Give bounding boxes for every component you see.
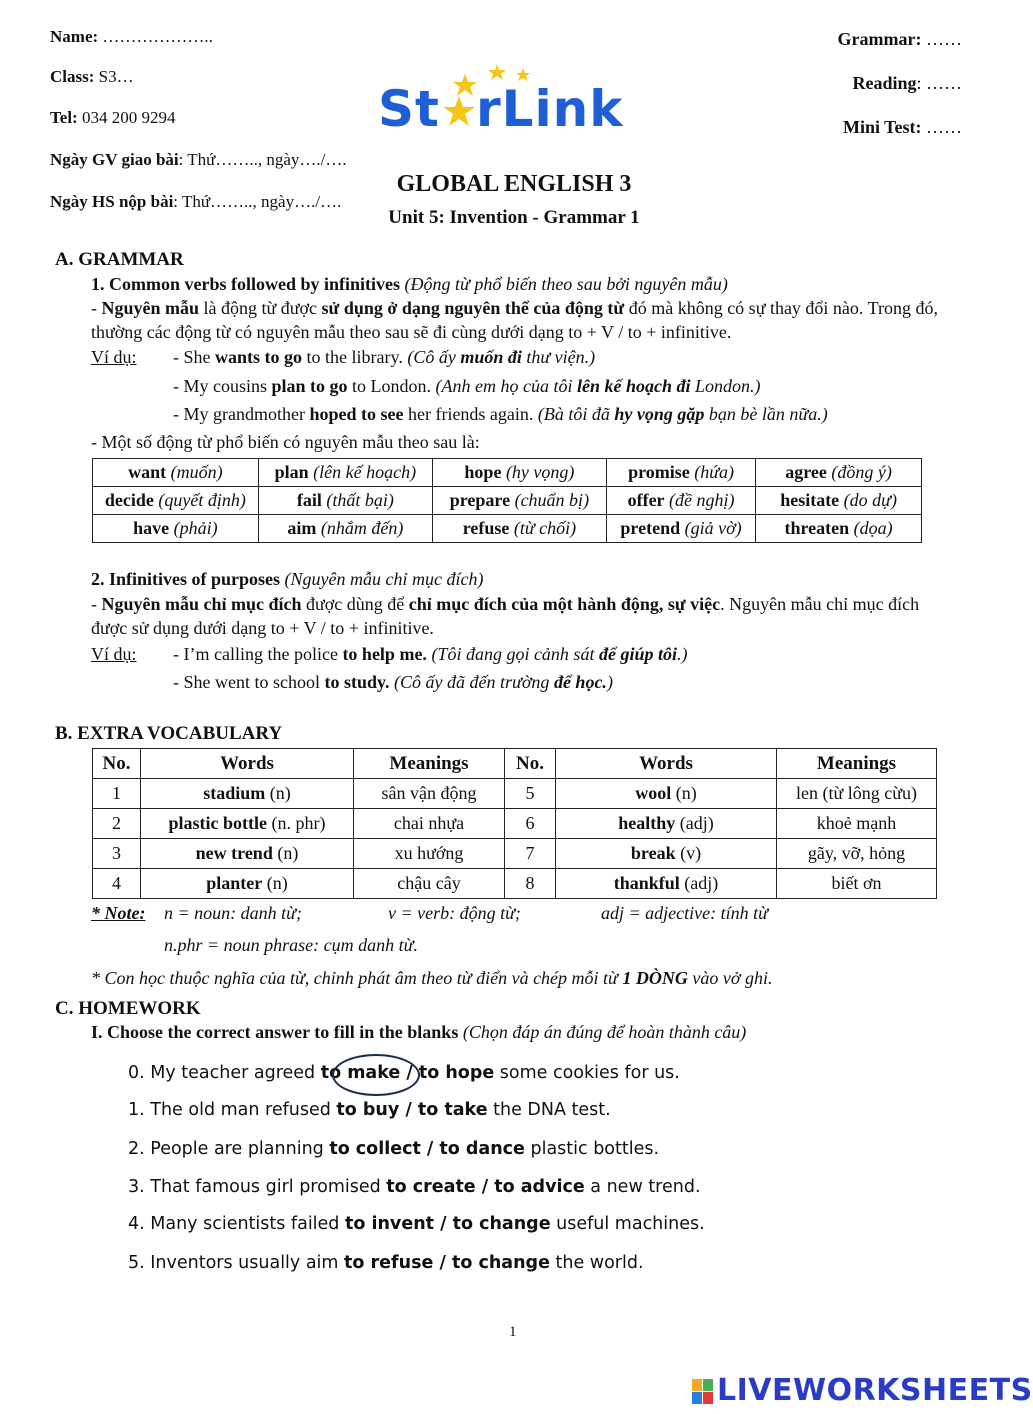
note-nphr: n.phr = noun phrase: cụm danh từ. xyxy=(164,935,418,955)
grammar-heading: A. GRAMMAR xyxy=(55,249,184,270)
table-row: decide (quyết định) fail (thất bại) prepare (chuẩn bị) offer (đề nghị) hesitate (do dự) xyxy=(93,487,922,515)
note-noun: n = noun: danh từ; xyxy=(164,903,302,923)
reading-score: Reading: …… xyxy=(852,73,962,93)
page-number: 1 xyxy=(509,1324,517,1340)
homework-heading: C. HOMEWORK xyxy=(55,998,201,1019)
question-2: 2. People are planning to collect / to dance plastic bottles. xyxy=(128,1139,660,1159)
tel-field: Tel: 034 200 9294 xyxy=(50,108,176,127)
example-3: - My grandmother hoped to see her friends again. (Bà tôi đã hy vọng gặp bạn bè lần nữa.) xyxy=(173,404,828,424)
verbs-table xyxy=(92,458,922,543)
note-verb: v = verb: động từ; xyxy=(388,903,521,923)
answer-circle xyxy=(332,1054,420,1096)
example-1: - She wants to go to the library. (Cô ấy muốn đi thư viện.) xyxy=(173,347,596,367)
grammar-s2-title: 2. Infinitives of purposes (Nguyên mẫu chỉ mục đích) xyxy=(91,569,484,589)
question-5: 5. Inventors usually aim to refuse / to change the world. xyxy=(128,1253,644,1273)
note-label: * Note: xyxy=(91,903,146,923)
table-row: want (muốn) plan (lên kế hoạch) hope (hy vọng) promise (hứa) agree (đồng ý) xyxy=(93,459,922,487)
table-row: have (phải) aim (nhắm đến) refuse (từ chối) pretend (giả vờ) threaten (dọa) xyxy=(93,515,922,543)
example-2: - My cousins plan to go to London. (Anh em họ của tôi lên kế hoạch đi London.) xyxy=(173,376,761,396)
page-title: GLOBAL ENGLISH 3 xyxy=(396,171,632,197)
page-subtitle: Unit 5: Invention - Grammar 1 xyxy=(388,207,640,228)
hs-date-field: Ngày HS nộp bài: Thứ…….., ngày…./…. xyxy=(50,192,342,211)
table-row: 4 planter (n) chậu cây 8 thankful (adj) biết ơn xyxy=(93,869,937,899)
example-5: - She went to school to study. (Cô ấy đã đến trường để học.) xyxy=(173,672,613,692)
table-row: 2 plastic bottle (n. phr) chai nhựa 6 healthy (adj) khoẻ mạnh xyxy=(93,809,937,839)
name-field: Name: ……………….. xyxy=(50,27,213,46)
vocab-table xyxy=(92,748,937,899)
minitest-score: Mini Test: …… xyxy=(842,117,962,137)
vocab-instruction: * Con học thuộc nghĩa của từ, chỉnh phát âm theo từ điển và chép mỗi từ 1 DÒNG vào vở ghi. xyxy=(91,968,773,988)
vocab-heading: B. EXTRA VOCABULARY xyxy=(55,723,283,744)
question-4: 4. Many scientists failed to invent / to change useful machines. xyxy=(128,1214,705,1234)
table-header-row: No. Words Meanings No. Words Meanings xyxy=(93,749,937,779)
example-4: - I’m calling the police to help me. (Tôi đang gọi cảnh sát để giúp tôi.) xyxy=(173,644,688,664)
verb-list-intro: - Một số động từ phổ biến có nguyên mẫu theo sau là: xyxy=(91,432,480,452)
table-row: 1 stadium (n) sân vận động 5 wool (n) len (từ lông cừu) xyxy=(93,779,937,809)
question-1: 1. The old man refused to buy / to take the DNA test. xyxy=(128,1100,611,1120)
homework-task-title: I. Choose the correct answer to fill in the blanks (Chọn đáp án đúng để hoàn thành câu) xyxy=(91,1022,747,1042)
grammar-s1-paragraph: - Nguyên mẫu là động từ được sử dụng ở dạng nguyên thể của động từ đó mà không có sự thay đổi nào. Trong đó, thường các động từ có nguyên mẫu theo sau sẽ đi cùng dưới dạng to + V / to + infinitive. xyxy=(91,298,938,342)
table-row: 3 new trend (n) xu hướng 7 break (v) gãy, vỡ, hỏng xyxy=(93,839,937,869)
liveworksheets-text: LIVEWORKSHEETS xyxy=(717,1373,1033,1408)
liveworksheets-icon xyxy=(692,1379,714,1405)
grammar-score: Grammar: …… xyxy=(837,29,962,49)
question-0: 0. My teacher agreed to make / to hope some cookies for us. xyxy=(128,1063,680,1083)
grammar-s1-title: 1. Common verbs followed by infinitives (Động từ phổ biến theo sau bởi nguyên mẫu) xyxy=(91,274,728,294)
logo-text-part1: St xyxy=(378,80,440,138)
star-icon xyxy=(442,95,476,129)
example-label: Ví dụ: xyxy=(91,347,137,367)
starlink-logo xyxy=(378,60,628,140)
example-label-2: Ví dụ: xyxy=(91,644,137,664)
grammar-s2-paragraph: - Nguyên mẫu chỉ mục đích được dùng để chỉ mục đích của một hành động, sự việc. Nguyên mẫu chỉ mục đích được sử dụng dưới dạng to + V / to + infinitive. xyxy=(91,594,920,638)
gv-date-field: Ngày GV giao bài: Thứ…….., ngày…./…. xyxy=(50,150,347,169)
class-field: Class: S3… xyxy=(50,67,134,86)
question-3: 3. That famous girl promised to create / to advice a new trend. xyxy=(128,1177,701,1197)
note-adj: adj = adjective: tính từ xyxy=(601,903,768,923)
logo-text-part2: rLink xyxy=(476,80,624,138)
